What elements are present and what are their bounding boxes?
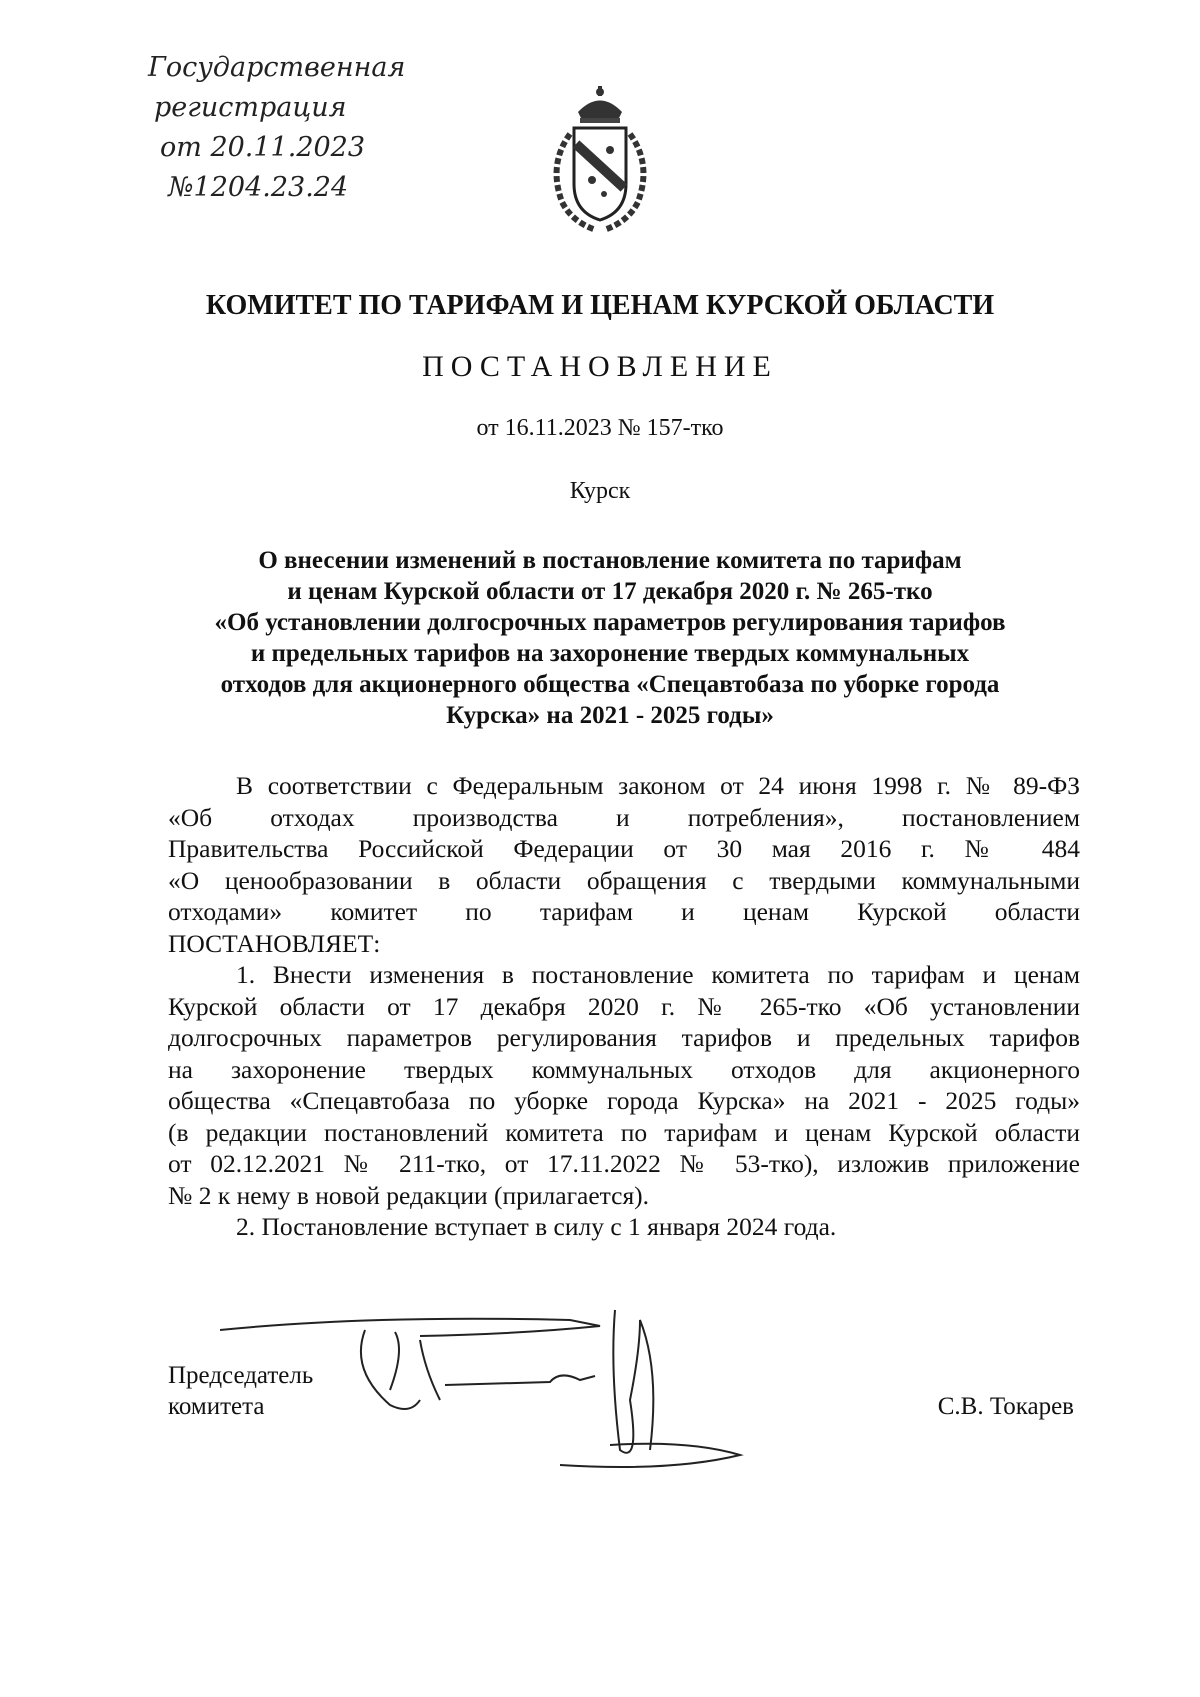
signatory-name: С.В. Токарев (937, 1393, 1074, 1420)
registration-note-line: регистрация (154, 92, 347, 123)
item1-line: № 2 к нему в новой редакции (прилагается). (168, 1180, 650, 1210)
signatory-position-line: комитета (168, 1393, 265, 1420)
subject-line: «Об установлении долгосрочных параметров регулирования тарифов (214, 609, 1006, 636)
item2-line: 2. Постановление вступает в силу с 1 января 2024 года. (236, 1212, 837, 1241)
document-body (168, 770, 1080, 1243)
coat-of-arms-icon (540, 84, 660, 234)
subject-line: О внесении изменений в постановление комитета по тарифам (258, 547, 962, 574)
document-type: ПОСТАНОВЛЕНИЕ (422, 350, 778, 383)
signatory-position (168, 1360, 313, 1422)
registration-note-line: №1204.23.24 (168, 172, 349, 203)
subject-line: Курска» на 2021 - 2025 годы» (446, 702, 774, 729)
preamble-line: «О ценообразовании в области обращения с твердыми коммунальными (168, 865, 1080, 895)
preamble-line: В соответствии с Федеральным законом от 24 июня 1998 г. № 89-ФЗ (236, 771, 1080, 800)
preamble-line: «Об отходах производства и потребления», постановлением (168, 802, 1080, 832)
subject-line: и предельных тарифов на захоронение твердых коммунальных (250, 640, 970, 667)
preamble-line: ПОСТАНОВЛЯЕТ: (168, 928, 381, 958)
document-city: Курск (569, 478, 631, 504)
item1-line: долгосрочных параметров регулирования тарифов и предельных тарифов (168, 1023, 1080, 1052)
organization-title: КОМИТЕТ ПО ТАРИФАМ И ЦЕНАМ КУРСКОЙ ОБЛАСТИ (205, 290, 995, 321)
subject-line: и ценам Курской области от 17 декабря 2020 г. № 265-тко (287, 578, 933, 605)
signatory-position-line: Председатель (168, 1362, 314, 1389)
item1-line: Курской области от 17 декабря 2020 г. № 265-тко «Об установлении (168, 991, 1080, 1021)
registration-note-line: от 20.11.2023 (160, 132, 366, 163)
registration-note-line: Государственная (148, 52, 406, 83)
document-date-number: от 16.11.2023 № 157-тко (476, 415, 724, 441)
item1-line: (в редакции постановлений комитета по тарифам и ценам Курской области (168, 1117, 1080, 1147)
subject-line: отходов для акционерного общества «Спецавтобаза по уборке города (220, 671, 1000, 698)
item1-line: общества «Спецавтобаза по уборке города Курска» на 2021 - 2025 годы» (168, 1086, 1080, 1115)
preamble-line: Правительства Российской Федерации от 30 мая 2016 г. № 484 (168, 834, 1080, 863)
registration-note (148, 48, 468, 208)
item1-line: на захоронение твердых коммунальных отходов для акционерного (168, 1054, 1080, 1084)
preamble-line: отходами» комитет по тарифам и ценам Курской области (168, 897, 1080, 926)
item1-line: от 02.12.2021 № 211-тко, от 17.11.2022 № 53-тко), изложив приложение (168, 1149, 1080, 1178)
document-subject (160, 545, 1060, 731)
item1-line: 1. Внести изменения в постановление комитета по тарифам и ценам (236, 960, 1080, 989)
